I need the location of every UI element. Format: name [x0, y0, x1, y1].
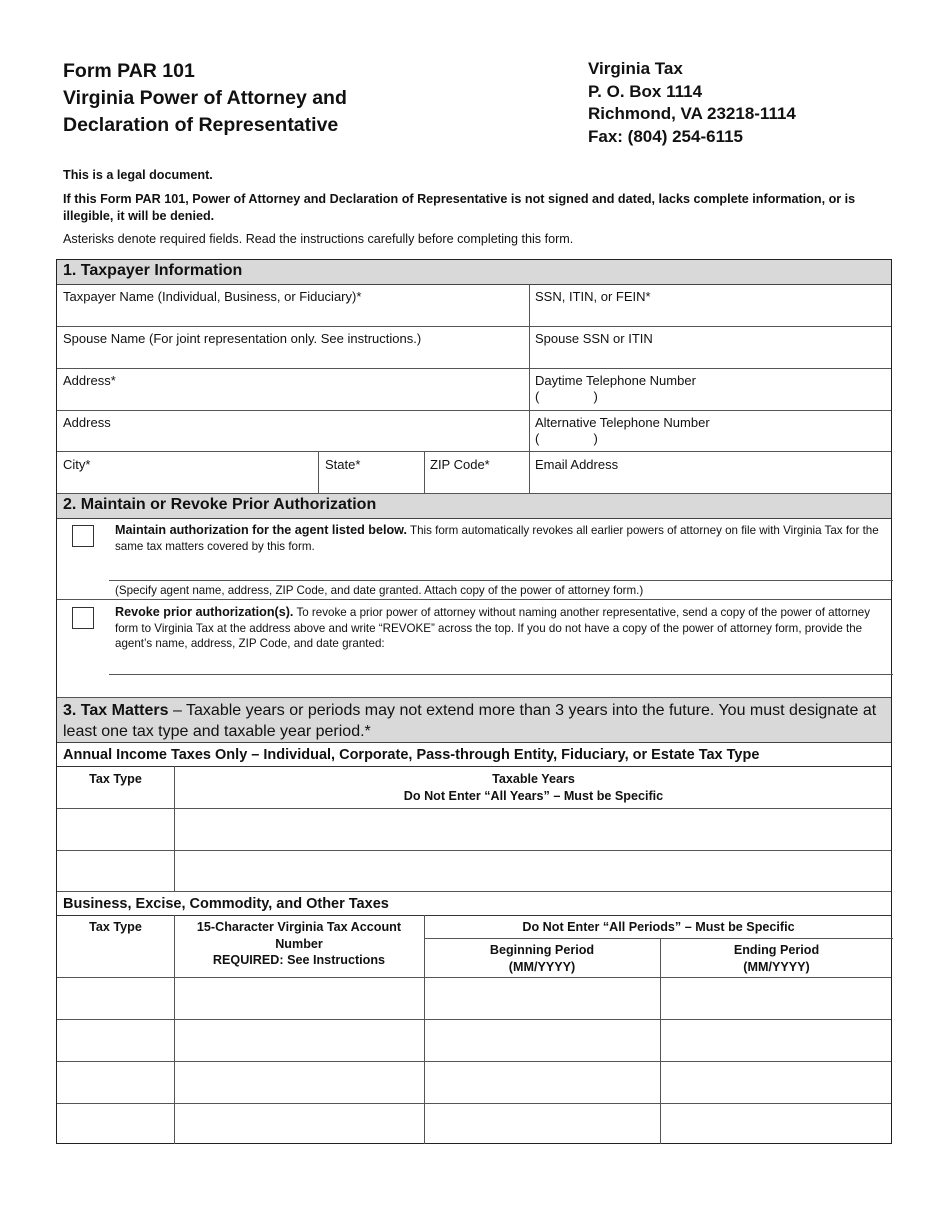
account-number-cell-1[interactable]: [175, 978, 424, 1019]
taxable-years-label: Taxable Years: [492, 772, 575, 786]
account-number-header: [174, 919, 424, 969]
section3-description: – Taxable years or periods may not extend more than 3 years into the future. You must designate at least one tax type and taxable year period.*: [63, 702, 877, 740]
business-tax-type-cell-4[interactable]: [57, 1104, 174, 1143]
annual-tax-type-header: Tax Type: [89, 772, 142, 786]
business-tax-type-header: Tax Type: [89, 920, 142, 934]
section3-title: 3. Tax Matters: [63, 702, 169, 719]
account-number-cell-4[interactable]: [175, 1104, 424, 1143]
ending-period-cell-3[interactable]: [661, 1062, 893, 1103]
account-number-line2: Number: [275, 936, 323, 951]
section3-header: [57, 698, 891, 743]
revoke-text: [115, 605, 889, 652]
zip-field[interactable]: ZIP Code*: [430, 457, 490, 472]
account-number-line1: 15-Character Virginia Tax Account: [196, 920, 402, 934]
account-number-cell-3[interactable]: [175, 1062, 424, 1103]
account-number-cell-2[interactable]: [175, 1020, 424, 1061]
taxable-years-header: [174, 771, 893, 804]
business-tax-type-cell-2[interactable]: [57, 1020, 174, 1061]
business-tax-type-cell-3[interactable]: [57, 1062, 174, 1103]
address-field[interactable]: Address: [63, 415, 111, 430]
taxpayer-name-field[interactable]: Taxpayer Name (Individual, Business, or Fiduciary)*: [63, 289, 362, 304]
agency-address: [588, 58, 796, 148]
agency-po-box: P. O. Box 1114: [588, 81, 703, 101]
form-title-line2: Declaration of Representative: [63, 114, 339, 136]
agency-fax: Fax: (804) 254-6115: [588, 126, 743, 146]
ending-period-cell-4[interactable]: [661, 1104, 893, 1143]
form-title: [63, 58, 347, 139]
ending-period-header: [660, 942, 893, 975]
legal-note: This is a legal document.: [63, 168, 213, 182]
agency-city: Richmond, VA 23218-1114: [588, 104, 796, 123]
section1-header: 1. Taxpayer Information: [57, 260, 891, 285]
address-required-field[interactable]: Address*: [63, 373, 116, 388]
daytime-phone-field[interactable]: [535, 373, 696, 405]
alt-phone-field[interactable]: [535, 415, 710, 447]
form-frame: [56, 259, 892, 1144]
warning-note: If this Form PAR 101, Power of Attorney and Declaration of Representative is not signed and dated, lacks complete information, or is illegible, it will be denied.: [63, 192, 856, 223]
beginning-period-cell-3[interactable]: [425, 1062, 660, 1103]
beginning-period-cell-2[interactable]: [425, 1020, 660, 1061]
alt-phone-label: Alternative Telephone Number: [535, 415, 710, 430]
maintain-label: Maintain authorization for the agent listed below.: [115, 523, 407, 537]
ending-period-cell-2[interactable]: [661, 1020, 893, 1061]
no-all-periods-header: Do Not Enter “All Periods” – Must be Specific: [522, 920, 795, 934]
email-field[interactable]: Email Address: [535, 457, 619, 472]
form-title-line1: Virginia Power of Attorney and: [63, 87, 347, 109]
ending-period-cell-1[interactable]: [661, 978, 893, 1019]
annual-tax-type-cell-1[interactable]: [57, 809, 174, 850]
revoke-description: To revoke a prior power of attorney without naming another representative, send a copy of the power of attorney form to Virginia Tax at the address above and write “REVOKE” across the top. If you do not have a copy of the power of attorney form, provide the agent’s name, address, ZIP Code, and date granted:: [115, 606, 871, 650]
section2-header: 2. Maintain or Revoke Prior Authorization: [57, 494, 891, 519]
ending-period-format: (MM/YYYY): [743, 959, 810, 974]
taxable-years-cell-1[interactable]: [175, 809, 893, 850]
beginning-period-format: (MM/YYYY): [508, 959, 576, 974]
beginning-period-header: [424, 942, 660, 975]
beginning-period-label: Beginning Period: [489, 943, 595, 957]
form-id: Form PAR 101: [63, 60, 195, 82]
annual-tax-type-cell-2[interactable]: [57, 851, 174, 891]
spouse-name-field[interactable]: Spouse Name (For joint representation only. See instructions.): [63, 331, 422, 346]
business-taxes-header: Business, Excise, Commodity, and Other Taxes: [63, 896, 389, 912]
maintain-checkbox[interactable]: [72, 525, 94, 547]
maintain-description: This form automatically revokes all earlier powers of attorney on file with Virginia Tax for the same tax matters covered by this form.: [115, 524, 879, 553]
daytime-phone-parens: ( ): [535, 389, 598, 404]
revoke-checkbox[interactable]: [72, 607, 94, 629]
spouse-ssn-field[interactable]: Spouse SSN or ITIN: [535, 331, 653, 346]
account-required: REQUIRED: See Instructions: [212, 953, 386, 967]
daytime-phone-label: Daytime Telephone Number: [535, 373, 696, 388]
state-field[interactable]: State*: [325, 457, 361, 472]
maintain-text: [115, 523, 887, 554]
beginning-period-cell-1[interactable]: [425, 978, 660, 1019]
ssn-field[interactable]: SSN, ITIN, or FEIN*: [535, 289, 651, 304]
agency-name: Virginia Tax: [588, 59, 683, 78]
alt-phone-parens: ( ): [535, 431, 598, 446]
asterisk-note: Asterisks denote required fields. Read the instructions carefully before completing this form.: [63, 232, 574, 246]
maintain-specify-field[interactable]: (Specify agent name, address, ZIP Code, and date granted. Attach copy of the power of attorney form.): [115, 584, 644, 597]
beginning-period-cell-4[interactable]: [425, 1104, 660, 1143]
taxable-years-cell-2[interactable]: [175, 851, 893, 891]
city-field[interactable]: City*: [63, 457, 91, 472]
revoke-agent-line[interactable]: [109, 674, 893, 675]
no-all-years-label: Do Not Enter “All Years” – Must be Specific: [403, 788, 664, 803]
annual-taxes-header: Annual Income Taxes Only – Individual, Corporate, Pass-through Entity, Fiduciary, or Estate Tax Type: [63, 747, 760, 763]
business-tax-type-cell-1[interactable]: [57, 978, 174, 1019]
revoke-label: Revoke prior authorization(s).: [115, 605, 294, 619]
ending-period-label: Ending Period: [733, 943, 820, 957]
